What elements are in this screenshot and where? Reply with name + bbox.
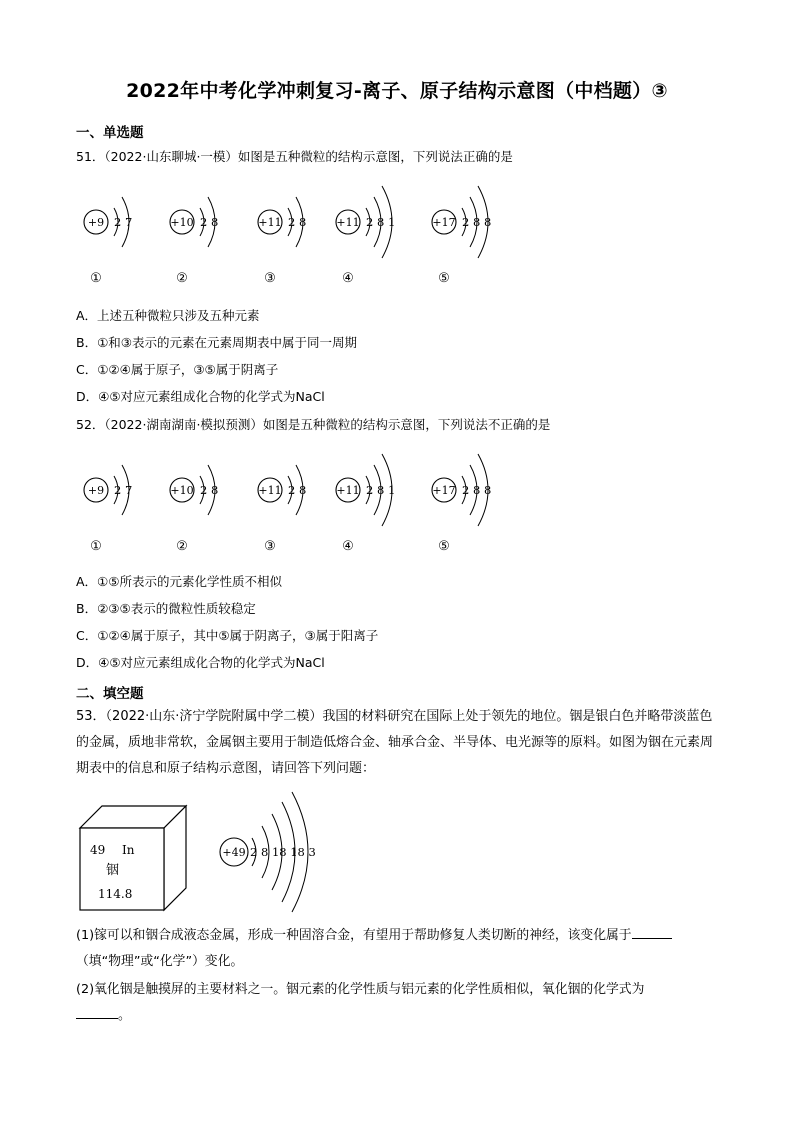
particle-label: ③: [264, 539, 276, 554]
particle-label: ⑤: [438, 271, 450, 286]
electron-counts: 2 7: [114, 483, 133, 497]
question-53-part-2-answer: [76, 1004, 131, 1023]
q51-particle-3: [258, 197, 306, 286]
electron-counts: 2 8: [288, 483, 307, 497]
question-53-part-1-hint: （填“物理”或“化学”）变化。: [76, 954, 244, 969]
question-52-option-a[interactable]: A．①⑤所表示的元素化学性质不相似: [76, 574, 282, 589]
q52-particle-5: [432, 454, 491, 554]
particle-label: ①: [90, 539, 102, 554]
particle-label: ④: [342, 539, 354, 554]
question-51-option-d[interactable]: D．④⑤对应元素组成化合物的化学式为NaCl: [76, 389, 325, 404]
element-symbol: In: [122, 843, 135, 857]
particle-label: ②: [176, 271, 188, 286]
nucleus-charge: +10: [170, 216, 194, 229]
question-53-part-1: [76, 924, 672, 943]
part-1-text: (1)镓可以和铟合成液态金属，形成一种固溶合金，有望用于帮助修复人类切断的神经，该变化属于: [76, 928, 632, 943]
question-51-stem: 51．（2022·山东聊城·一模）如图是五种微粒的结构示意图，下列说法正确的是: [76, 149, 513, 164]
question-51-option-c[interactable]: C．①②④属于原子，③⑤属于阴离子: [76, 362, 279, 377]
electron-counts: 2 8: [288, 215, 307, 229]
question-52-option-b[interactable]: B．②③⑤表示的微粒性质较稳定: [76, 601, 256, 616]
nucleus-charge: +11: [258, 216, 282, 229]
atomic-mass: 114.8: [98, 887, 133, 901]
q52-particle-1: [84, 465, 132, 554]
section-heading-single-choice: 一、单选题: [76, 125, 144, 141]
particle-label: ⑤: [438, 539, 450, 554]
nucleus-charge: +11: [336, 216, 360, 229]
question-53-part-2: (2)氧化铟是触摸屏的主要材料之一。铟元素的化学性质与铝元素的化学性质相似，氧化铟的化学式为: [76, 982, 645, 997]
nucleus-charge: +9: [87, 216, 105, 229]
nucleus-charge: +9: [87, 484, 105, 497]
page-title: 2022年中考化学冲刺复习-离子、原子结构示意图（中档题）③: [126, 80, 668, 102]
question-52-diagram: [76, 440, 536, 560]
q52-particle-2: [170, 465, 218, 554]
q51-particle-2: [170, 197, 218, 286]
nucleus-charge: +11: [258, 484, 282, 497]
q51-particle-4: [336, 186, 395, 286]
particle-label: ④: [342, 271, 354, 286]
section-heading-fill-blank: 二、填空题: [76, 686, 144, 702]
question-51-diagram: [76, 172, 536, 292]
question-51-option-a[interactable]: A．上述五种微粒只涉及五种元素: [76, 308, 260, 323]
particle-label: ①: [90, 271, 102, 286]
indium-atom-structure: [220, 792, 316, 912]
q51-particle-1: [84, 197, 132, 286]
electron-counts: 2 8 18 18 3: [250, 845, 316, 859]
q52-particle-4: [336, 454, 395, 554]
q51-particle-5: [432, 186, 491, 286]
electron-counts: 2 7: [114, 215, 133, 229]
nucleus-charge: +10: [170, 484, 194, 497]
electron-counts: 2 8: [200, 215, 219, 229]
question-52-option-d[interactable]: D．④⑤对应元素组成化合物的化学式为NaCl: [76, 655, 325, 670]
electron-counts: 2 8: [200, 483, 219, 497]
question-51-option-b[interactable]: B．①和③表示的元素在元素周期表中属于同一周期: [76, 335, 357, 350]
question-52-stem: 52．（2022·湖南湖南·模拟预测）如图是五种微粒的结构示意图，下列说法不正确的是: [76, 417, 551, 432]
electron-counts: 2 8 1: [366, 483, 396, 497]
atomic-number: 49: [90, 843, 106, 857]
electron-counts: 2 8 8: [462, 215, 492, 229]
question-53-diagram: [76, 790, 336, 915]
electron-counts: 2 8 8: [462, 483, 492, 497]
part-1-answer-blank[interactable]: [632, 926, 672, 939]
part-2-end-mark: 。: [118, 1008, 131, 1023]
nucleus-charge: +17: [432, 484, 456, 497]
part-2-answer-blank[interactable]: [76, 1006, 118, 1019]
electron-counts: 2 8 1: [366, 215, 396, 229]
particle-label: ③: [264, 271, 276, 286]
question-53-stem: 53．（2022·山东·济宁学院附属中学二模）我国的材料研究在国际上处于领先的地位。铟是银白色并略带淡蓝色的金属，质地非常软，金属铟主要用于制造低熔合金、轴承合金、半导体、电光源等的原料。如图为铟在元素周期表中的信息和原子结构示意图，请回答下列问题：: [76, 709, 714, 776]
nucleus-charge: +17: [432, 216, 456, 229]
periodic-table-cell: [80, 806, 186, 910]
q52-particle-3: [258, 465, 306, 554]
element-name: 铟: [106, 863, 120, 878]
question-52-option-c[interactable]: C．①②④属于原子，其中⑤属于阴离子，③属于阳离子: [76, 628, 379, 643]
nucleus-charge: +49: [222, 846, 246, 859]
particle-label: ②: [176, 539, 188, 554]
nucleus-charge: +11: [336, 484, 360, 497]
